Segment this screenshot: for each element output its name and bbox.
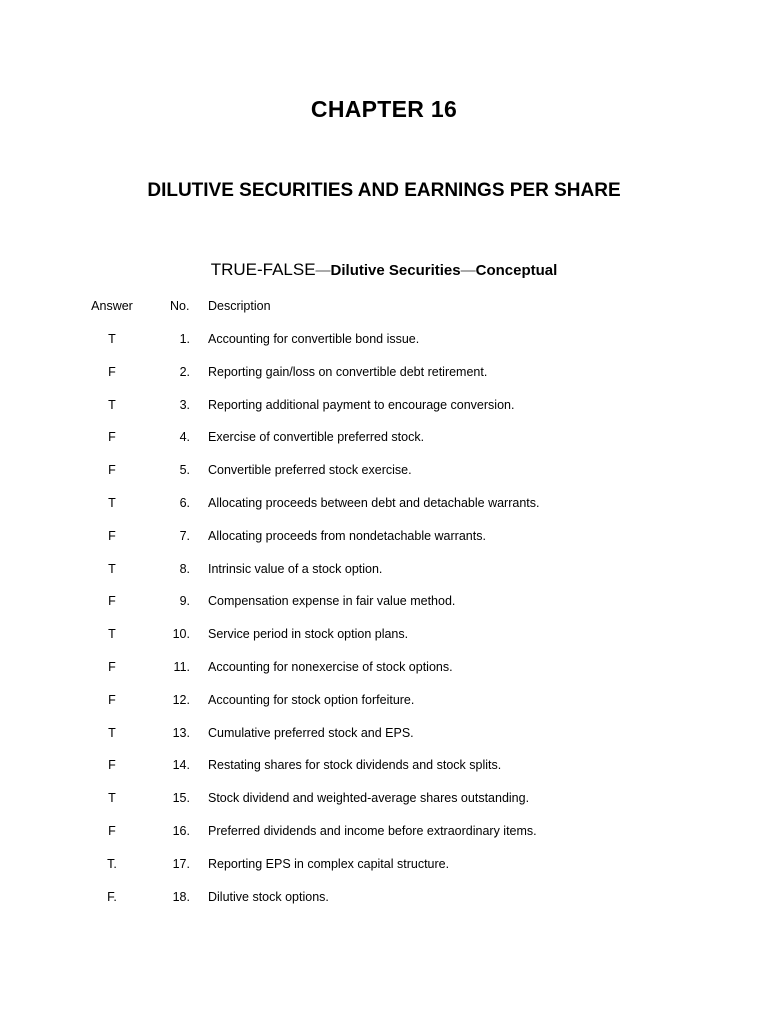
header-description: Description <box>208 299 271 313</box>
row-number: 7. <box>179 528 190 543</box>
row-description: Compensation expense in fair value method. <box>208 594 456 609</box>
row-number: 3. <box>179 397 190 412</box>
row-description: Preferred dividends and income before extraordinary items. <box>208 824 537 838</box>
row-description: Exercise of convertible preferred stock. <box>208 430 425 445</box>
table-row <box>0 726 768 744</box>
row-number: 6. <box>179 496 190 510</box>
row-description: Dilutive stock options. <box>208 889 329 904</box>
table-row <box>0 398 768 416</box>
row-number: 1. <box>179 332 190 346</box>
row-number: 10. <box>172 627 190 642</box>
row-description: Convertible preferred stock exercise. <box>208 463 412 478</box>
table-row <box>0 693 768 711</box>
row-number: 8. <box>179 561 190 576</box>
row-answer: F <box>108 463 116 478</box>
row-answer: F <box>108 660 116 674</box>
row-number: 16. <box>172 824 190 838</box>
row-number: 11. <box>173 660 190 674</box>
row-description: Stock dividend and weighted-average shares outstanding. <box>208 791 530 806</box>
table-row <box>0 332 768 350</box>
table-row <box>0 562 768 580</box>
row-answer: T <box>108 627 116 642</box>
row-description: Allocating proceeds from nondetachable warrants. <box>208 528 486 543</box>
row-number: 18. <box>172 889 190 904</box>
row-description: Service period in stock option plans. <box>208 627 409 642</box>
row-answer: F <box>108 594 116 609</box>
row-answer: T <box>108 791 116 806</box>
table-row <box>0 430 768 448</box>
row-answer: T. <box>107 856 117 871</box>
row-description: Intrinsic value of a stock option. <box>208 561 383 576</box>
row-answer: F <box>108 528 116 543</box>
section-dash: — <box>460 262 476 279</box>
table-row <box>0 496 768 514</box>
row-answer: F <box>108 824 116 838</box>
row-answer: T <box>108 397 116 412</box>
row-answer: F. <box>107 889 117 904</box>
table-row <box>0 791 768 809</box>
table-row <box>0 824 768 842</box>
section-type: TRUE-FALSE <box>210 260 316 279</box>
chapter-title: CHAPTER 16 <box>310 96 458 122</box>
row-description: Reporting gain/loss on convertible debt retirement. <box>208 364 488 379</box>
row-description: Accounting for stock option forfeiture. <box>208 692 415 707</box>
table-row <box>0 594 768 612</box>
row-description: Accounting for convertible bond issue. <box>208 332 420 346</box>
row-number: 4. <box>179 430 190 445</box>
row-answer: T <box>108 332 116 346</box>
row-answer: F <box>108 692 116 707</box>
section-heading <box>0 260 768 280</box>
section-topic: Dilutive Securities <box>330 262 461 279</box>
table-row <box>0 365 768 383</box>
row-number: 12. <box>172 692 190 707</box>
row-number: 9. <box>179 594 190 609</box>
row-description: Accounting for nonexercise of stock options. <box>208 660 453 674</box>
row-number: 15. <box>172 791 190 806</box>
row-description: Reporting EPS in complex capital structure. <box>208 856 450 871</box>
row-number: 17. <box>172 856 190 871</box>
table-row <box>0 890 768 908</box>
row-answer: T <box>108 561 116 576</box>
row-number: 13. <box>172 725 190 740</box>
row-answer: F <box>108 758 116 773</box>
header-no: No. <box>170 299 190 313</box>
table-row <box>0 627 768 645</box>
table-row <box>0 857 768 875</box>
row-answer: T <box>108 725 116 740</box>
row-description: Restating shares for stock dividends and stock splits. <box>208 758 502 773</box>
row-number: 2. <box>179 364 190 379</box>
section-dash: — <box>315 262 331 279</box>
section-level: Conceptual <box>475 262 558 279</box>
row-description: Cumulative preferred stock and EPS. <box>208 725 414 740</box>
row-description: Reporting additional payment to encourage conversion. <box>208 397 515 412</box>
row-answer: F <box>108 430 116 445</box>
table-header <box>0 299 768 317</box>
row-description: Allocating proceeds between debt and detachable warrants. <box>208 496 540 510</box>
row-number: 14. <box>172 758 190 773</box>
table-row <box>0 660 768 678</box>
row-answer: T <box>108 496 116 510</box>
chapter-subtitle: DILUTIVE SECURITIES AND EARNINGS PER SHARE <box>147 180 621 201</box>
table-row <box>0 529 768 547</box>
header-answer: Answer <box>91 299 133 313</box>
row-answer: F <box>108 364 116 379</box>
table-row <box>0 463 768 481</box>
row-number: 5. <box>179 463 190 478</box>
table-row <box>0 758 768 776</box>
